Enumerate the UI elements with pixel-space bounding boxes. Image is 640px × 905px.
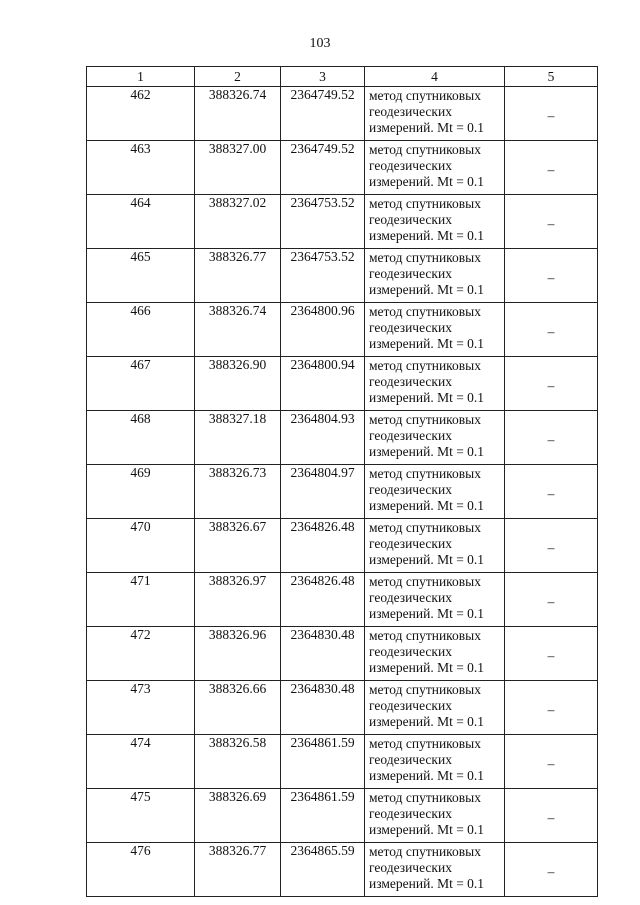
x-coordinate-cell: 388326.73 — [195, 465, 281, 519]
method-cell — [365, 465, 505, 519]
table-row — [87, 843, 598, 897]
table-row — [87, 735, 598, 789]
note-cell: – — [505, 87, 598, 141]
method-line-2: геодезических — [369, 482, 452, 497]
method-line-3: измерений. Mt = 0.1 — [369, 336, 485, 351]
method-cell — [365, 627, 505, 681]
x-coordinate-cell: 388326.77 — [195, 249, 281, 303]
method-line-1: метод спутниковых — [369, 250, 481, 265]
point-number-cell: 473 — [87, 681, 195, 735]
method-cell — [365, 249, 505, 303]
method-line-1: метод спутниковых — [369, 790, 481, 805]
note-cell: – — [505, 519, 598, 573]
method-line-1: метод спутниковых — [369, 682, 481, 697]
point-number-cell: 467 — [87, 357, 195, 411]
x-coordinate-cell: 388326.97 — [195, 573, 281, 627]
table-row — [87, 465, 598, 519]
point-number-cell: 462 — [87, 87, 195, 141]
method-cell — [365, 573, 505, 627]
point-number-cell: 469 — [87, 465, 195, 519]
method-line-3: измерений. Mt = 0.1 — [369, 174, 485, 189]
method-line-2: геодезических — [369, 266, 452, 281]
method-line-2: геодезических — [369, 158, 452, 173]
coordinates-table — [86, 66, 598, 897]
method-line-2: геодезических — [369, 752, 452, 767]
method-line-2: геодезических — [369, 428, 452, 443]
x-coordinate-cell: 388326.96 — [195, 627, 281, 681]
point-number-cell: 468 — [87, 411, 195, 465]
method-line-3: измерений. Mt = 0.1 — [369, 552, 485, 567]
method-line-3: измерений. Mt = 0.1 — [369, 120, 485, 135]
table-row — [87, 195, 598, 249]
method-line-1: метод спутниковых — [369, 196, 481, 211]
note-cell: – — [505, 411, 598, 465]
method-line-2: геодезических — [369, 374, 452, 389]
note-cell: – — [505, 465, 598, 519]
method-cell — [365, 87, 505, 141]
method-line-1: метод спутниковых — [369, 88, 481, 103]
method-cell — [365, 681, 505, 735]
method-cell — [365, 735, 505, 789]
x-coordinate-cell: 388327.00 — [195, 141, 281, 195]
y-coordinate-cell: 2364830.48 — [281, 681, 365, 735]
note-cell: – — [505, 735, 598, 789]
table-body — [87, 87, 598, 897]
method-line-3: измерений. Mt = 0.1 — [369, 768, 485, 783]
table-row — [87, 681, 598, 735]
method-line-3: измерений. Mt = 0.1 — [369, 822, 485, 837]
method-line-1: метод спутниковых — [369, 628, 481, 643]
method-cell — [365, 519, 505, 573]
y-coordinate-cell: 2364753.52 — [281, 249, 365, 303]
note-cell: – — [505, 195, 598, 249]
table-row — [87, 249, 598, 303]
y-coordinate-cell: 2364865.59 — [281, 843, 365, 897]
y-coordinate-cell: 2364861.59 — [281, 789, 365, 843]
table-row — [87, 87, 598, 141]
method-cell — [365, 789, 505, 843]
method-line-2: геодезических — [369, 536, 452, 551]
method-line-1: метод спутниковых — [369, 304, 481, 319]
x-coordinate-cell: 388326.66 — [195, 681, 281, 735]
method-cell — [365, 141, 505, 195]
method-cell — [365, 303, 505, 357]
y-coordinate-cell: 2364804.97 — [281, 465, 365, 519]
method-line-3: измерений. Mt = 0.1 — [369, 876, 485, 891]
column-header-3: 3 — [281, 67, 365, 87]
column-header-5: 5 — [505, 67, 598, 87]
method-line-3: измерений. Mt = 0.1 — [369, 282, 485, 297]
x-coordinate-cell: 388326.69 — [195, 789, 281, 843]
table-row — [87, 411, 598, 465]
x-coordinate-cell: 388326.77 — [195, 843, 281, 897]
method-line-1: метод спутниковых — [369, 736, 481, 751]
method-line-1: метод спутниковых — [369, 142, 481, 157]
note-cell: – — [505, 681, 598, 735]
point-number-cell: 475 — [87, 789, 195, 843]
x-coordinate-cell: 388327.02 — [195, 195, 281, 249]
table-row — [87, 519, 598, 573]
y-coordinate-cell: 2364826.48 — [281, 519, 365, 573]
note-cell: – — [505, 357, 598, 411]
method-line-1: метод спутниковых — [369, 844, 481, 859]
note-cell: – — [505, 249, 598, 303]
method-line-3: измерений. Mt = 0.1 — [369, 390, 485, 405]
point-number-cell: 465 — [87, 249, 195, 303]
method-line-2: геодезических — [369, 590, 452, 605]
note-cell: – — [505, 627, 598, 681]
method-line-3: измерений. Mt = 0.1 — [369, 660, 485, 675]
point-number-cell: 474 — [87, 735, 195, 789]
y-coordinate-cell: 2364800.94 — [281, 357, 365, 411]
x-coordinate-cell: 388326.74 — [195, 303, 281, 357]
method-line-2: геодезических — [369, 104, 452, 119]
table-header-row — [87, 67, 598, 87]
x-coordinate-cell: 388326.58 — [195, 735, 281, 789]
point-number-cell: 466 — [87, 303, 195, 357]
note-cell: – — [505, 789, 598, 843]
method-line-2: геодезических — [369, 320, 452, 335]
y-coordinate-cell: 2364753.52 — [281, 195, 365, 249]
method-cell — [365, 357, 505, 411]
method-line-2: геодезических — [369, 644, 452, 659]
x-coordinate-cell: 388326.67 — [195, 519, 281, 573]
method-line-3: измерений. Mt = 0.1 — [369, 498, 485, 513]
point-number-cell: 472 — [87, 627, 195, 681]
method-cell — [365, 843, 505, 897]
y-coordinate-cell: 2364800.96 — [281, 303, 365, 357]
point-number-cell: 463 — [87, 141, 195, 195]
method-line-2: геодезических — [369, 806, 452, 821]
table-row — [87, 141, 598, 195]
method-line-3: измерений. Mt = 0.1 — [369, 606, 485, 621]
method-line-1: метод спутниковых — [369, 574, 481, 589]
method-cell — [365, 411, 505, 465]
table-row — [87, 627, 598, 681]
point-number-cell: 476 — [87, 843, 195, 897]
method-line-1: метод спутниковых — [369, 358, 481, 373]
y-coordinate-cell: 2364826.48 — [281, 573, 365, 627]
column-header-1: 1 — [87, 67, 195, 87]
y-coordinate-cell: 2364830.48 — [281, 627, 365, 681]
note-cell: – — [505, 141, 598, 195]
point-number-cell: 464 — [87, 195, 195, 249]
table-row — [87, 303, 598, 357]
method-cell — [365, 195, 505, 249]
y-coordinate-cell: 2364749.52 — [281, 87, 365, 141]
x-coordinate-cell: 388326.90 — [195, 357, 281, 411]
point-number-cell: 470 — [87, 519, 195, 573]
table-row — [87, 573, 598, 627]
method-line-3: измерений. Mt = 0.1 — [369, 714, 485, 729]
table-row — [87, 357, 598, 411]
method-line-3: измерений. Mt = 0.1 — [369, 444, 485, 459]
method-line-1: метод спутниковых — [369, 466, 481, 481]
method-line-2: геодезических — [369, 212, 452, 227]
column-header-2: 2 — [195, 67, 281, 87]
method-line-2: геодезических — [369, 698, 452, 713]
method-line-3: измерений. Mt = 0.1 — [369, 228, 485, 243]
method-line-1: метод спутниковых — [369, 520, 481, 535]
y-coordinate-cell: 2364804.93 — [281, 411, 365, 465]
y-coordinate-cell: 2364861.59 — [281, 735, 365, 789]
y-coordinate-cell: 2364749.52 — [281, 141, 365, 195]
method-line-1: метод спутниковых — [369, 412, 481, 427]
x-coordinate-cell: 388326.74 — [195, 87, 281, 141]
column-header-4: 4 — [365, 67, 505, 87]
method-line-2: геодезических — [369, 860, 452, 875]
x-coordinate-cell: 388327.18 — [195, 411, 281, 465]
note-cell: – — [505, 303, 598, 357]
table-row — [87, 789, 598, 843]
point-number-cell: 471 — [87, 573, 195, 627]
note-cell: – — [505, 843, 598, 897]
note-cell: – — [505, 573, 598, 627]
page-number: 103 — [309, 36, 331, 51]
